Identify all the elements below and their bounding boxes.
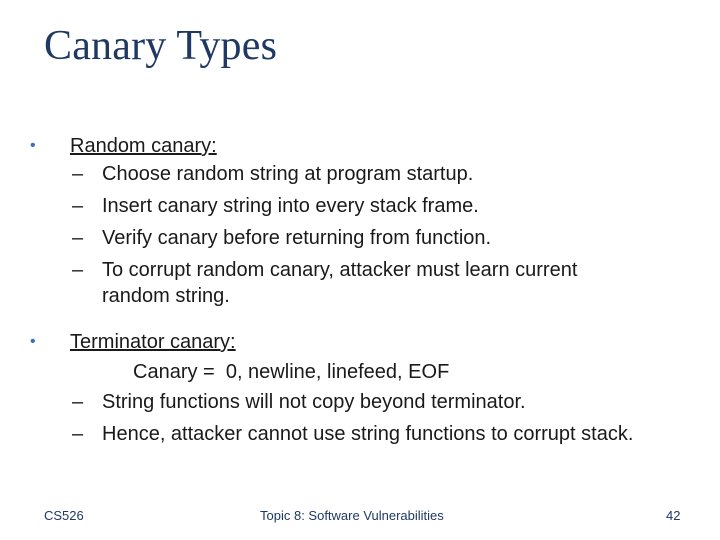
sub-item: [72, 254, 602, 309]
sub-item: [72, 386, 602, 418]
sub-item: [72, 190, 602, 222]
dash-icon: –: [72, 195, 84, 217]
bullet-icon: •: [30, 333, 36, 350]
sub-item-text: Insert canary string into every stack frame.: [102, 195, 479, 217]
dash-icon: –: [72, 227, 84, 249]
sub-item: [72, 158, 602, 190]
slide-title: Canary Types: [44, 23, 278, 69]
footer-course: CS526: [44, 508, 84, 523]
terminator-note: Canary = 0, newline, linefeed, EOF: [133, 361, 450, 383]
sub-item: [72, 222, 602, 254]
dash-icon: –: [72, 163, 84, 185]
bullet-terminator-canary: [30, 330, 236, 354]
bullet-random-canary: [30, 134, 217, 158]
bullet-heading-terminator-canary: Terminator canary:: [70, 331, 236, 353]
sub-item-text: String functions will not copy beyond terminator.: [102, 391, 526, 413]
dash-icon: –: [72, 259, 84, 281]
sub-item-text: To corrupt random canary, attacker must learn current random string.: [102, 259, 578, 307]
sub-item-text: Hence, attacker cannot use string functions to corrupt stack.: [102, 423, 634, 445]
dash-icon: –: [72, 391, 84, 413]
bullet-heading-random-canary: Random canary:: [70, 135, 217, 157]
sub-item-text: Verify canary before returning from function.: [102, 227, 492, 249]
footer-page-number: 42: [666, 508, 681, 523]
footer-topic: Topic 8: Software Vulnerabilities: [260, 508, 444, 523]
sub-item: [72, 418, 692, 450]
bullet-icon: •: [30, 137, 36, 154]
sub-item-text: Choose random string at program startup.: [102, 163, 474, 185]
dash-icon: –: [72, 423, 84, 445]
